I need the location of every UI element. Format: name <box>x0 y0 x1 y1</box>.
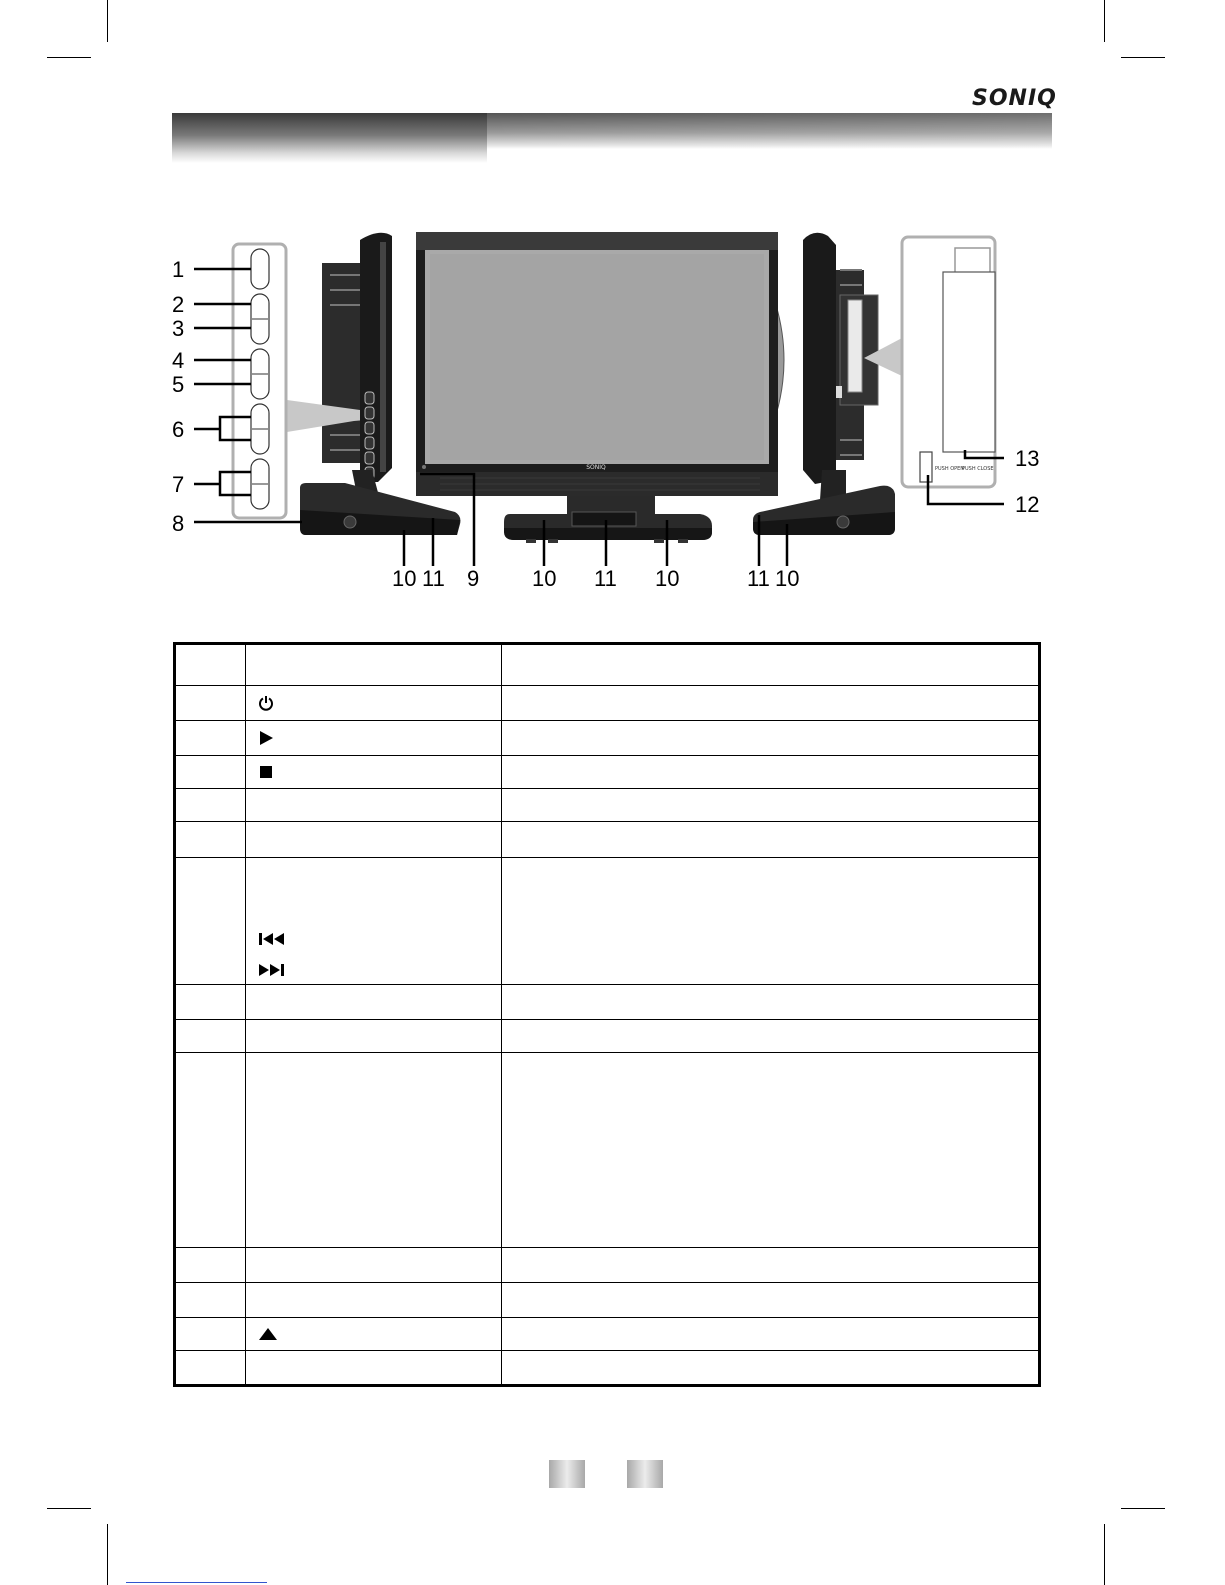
play-icon <box>258 730 274 746</box>
crop-mark <box>1121 1508 1165 1509</box>
disc-slot-inset <box>902 237 995 487</box>
table-row <box>175 1053 1040 1248</box>
callout-11: 11 <box>747 566 770 591</box>
page-number-box <box>549 1460 585 1488</box>
push-open-label: PUSH OPEN <box>935 466 965 472</box>
link-underline <box>126 1582 267 1583</box>
device-diagram <box>0 0 1225 620</box>
controls-table <box>173 642 1041 1387</box>
callout-5: 5 <box>172 372 185 397</box>
table-row <box>175 1351 1040 1386</box>
power-icon <box>258 695 274 711</box>
callout-10: 10 <box>775 566 800 591</box>
callout-3: 3 <box>172 316 185 341</box>
callout-4: 4 <box>172 348 185 373</box>
stop-icon <box>258 764 274 780</box>
callout-1: 1 <box>172 257 185 282</box>
table-row <box>175 985 1040 1020</box>
table-row <box>175 789 1040 822</box>
callout-11: 11 <box>422 566 445 591</box>
table-row <box>175 644 1040 686</box>
front-view <box>416 232 784 543</box>
table-row <box>175 1020 1040 1053</box>
page-number-box <box>627 1460 663 1488</box>
table-row <box>175 721 1040 756</box>
table-row <box>175 858 1040 985</box>
callout-11: 11 <box>594 566 617 591</box>
callout-13: 13 <box>1015 446 1040 471</box>
table-row <box>175 756 1040 789</box>
callout-9: 9 <box>467 566 480 591</box>
callout-8: 8 <box>172 511 185 536</box>
callout-2: 2 <box>172 292 185 317</box>
skip-previous-icon <box>258 931 288 947</box>
table-row <box>175 1283 1040 1318</box>
crop-mark <box>107 1524 108 1585</box>
crop-mark <box>47 1508 91 1509</box>
push-close-label: PUSH CLOSE <box>962 466 994 472</box>
table-row <box>175 1318 1040 1351</box>
callout-10: 10 <box>532 566 557 591</box>
skip-next-icon <box>258 962 288 978</box>
crop-mark <box>1104 1524 1105 1585</box>
callout-12: 12 <box>1015 492 1040 517</box>
table-row <box>175 1248 1040 1283</box>
callout-6: 6 <box>172 417 185 442</box>
brand-logo: SONIQ <box>972 86 1057 111</box>
callout-10: 10 <box>392 566 417 591</box>
table-row <box>175 686 1040 721</box>
screen-logo: SONIQ <box>586 464 606 471</box>
callout-7: 7 <box>172 472 185 497</box>
callout-10: 10 <box>655 566 680 591</box>
table-row <box>175 822 1040 858</box>
eject-icon <box>258 1326 278 1342</box>
